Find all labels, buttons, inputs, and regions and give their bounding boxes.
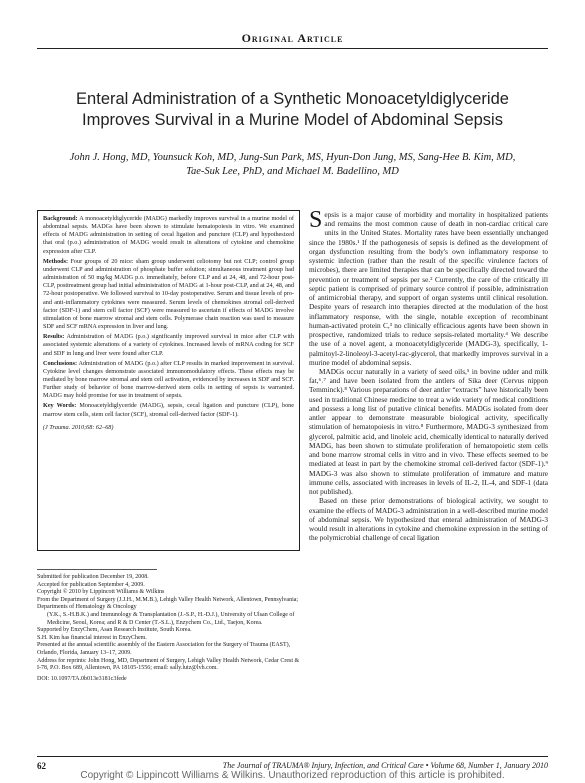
accepted-note: Accepted for publication September 4, 2009. xyxy=(37,581,145,588)
copyright-note: Copyright © 2010 by Lippincott Williams & Wilkins xyxy=(37,589,165,596)
support-note: Supported by EnzyChem, Asan Research Institute, South Korea. xyxy=(37,627,192,634)
title-line-1: Enteral Administration of a Synthetic Monoacetyldiglyceride xyxy=(76,90,509,108)
body-text-column xyxy=(309,210,548,753)
abstract-citation: (J Trauma. 2010;68: 62–68) xyxy=(43,423,114,431)
section-label: Original Article xyxy=(241,31,344,45)
reprints-address: Address for reprints: John Hong, MD, Department of Surgery, Lehigh Valley Health Network, Cedar Crest & I-78, P.O. Box 689, Allentown, PA 18105-1556; email: sally.lutz@lvh.com. xyxy=(37,657,300,672)
abstract-box xyxy=(37,210,300,551)
conclusions-text: Administration of MADG (p.o.) after CLP results in marked improvement in survival. Cytokine level changes demonstrate associated immunomodulatory effects. These effects may be mediated by bone marrow stromal and stem cell activation, evidenced by increases in SDF and SCF. Further study of behavior of bone marrow-derived stem cells in setting of sepsis is warranted. MADG may hold promise for use in treatment of sepsis. xyxy=(43,359,294,400)
drop-cap: S xyxy=(309,210,323,233)
header-divider xyxy=(37,48,548,49)
results-text: Administration of MADG (p.o.) significantly improved survival in mice after CLP with associated systemic alterations of a variety of cytokines. Increased levels of mRNA coding for SCF and SDF in lung and liver were found after CLP. xyxy=(43,333,294,357)
article-title xyxy=(40,89,545,131)
front-matter-notes xyxy=(37,574,300,683)
interest-note: S.H. Kim has financial interest in EnzyChem. xyxy=(37,634,147,641)
paragraph-1-text: epsis is a major cause of morbidity and mortality in hospitalized patients and remains the most common cause of death in non-cardiac critical care units in the United States. Mortality rates have been essentially unchanged since the 1980s.¹ If the pathogenesis of sepsis is defined as the development of organ dysfunction resulting from the body's own inflammatory response to systemic infection (rather than the result of the specific virulence factors of microbes), there are limited therapies that can be specifically directed toward the prevention or treatment of sepsis per se.² Currently, the care of the critically ill septic patient is comprised of primary source control if possible, administration of antimicrobial therapy, and support of organ systems until clinical resolution. Despite years of research into therapies directed at the modulation of the host inflammatory response, with the single, notable exception of recombinant human-activated protein C,³ no clinically efficacious agents have been shown in prospective, randomized trials to reduce sepsis-related mortality.⁴ We describe the use of a novel agent, a monoacetyldiglyceride (MADG-3), specifically, 1-palmitoyl-2-linoleoyl-3-acetyl-rac-glycerol, that markedly improves survival in a murine model of abdominal sepsis. xyxy=(309,210,548,367)
authors-line-2: Tae-Suk Lee, PhD, and Michael M. Badellino, MD xyxy=(186,166,399,177)
presented-note: Presented at the annual scientific assembly of the Eastern Association for the Surgery of Trauma (EAST), Orlando, Florida, January 13–17, 2009. xyxy=(37,642,291,656)
submitted-note: Submitted for publication December 19, 2008. xyxy=(37,574,149,580)
copyright-notice: Copyright © Lippincott Williams & Wilkins. Unauthorized reproduction of this article is prohibited. xyxy=(80,770,505,781)
title-line-2: Improves Survival in a Murine Model of Abdominal Sepsis xyxy=(82,111,503,129)
body-paragraph-3: Based on these prior demonstrations of biological activity, we sought to examine the effects of MADG-3 administration in a well-described murine model of abdominal sepsis. We hypothesized that enteral administration of MADG-3 would result in alterations in cytokine and chemokine expression in the setting of the polymicrobial challenge of cecal ligation xyxy=(309,496,548,543)
abstract-methods xyxy=(43,258,294,331)
body-paragraph-1 xyxy=(309,210,548,367)
affiliations-note-2: (Y.K., S.-H.B.K.) and Immunology & Transplantation (J.-S.P., H.-D.J.), University of Ulsan College of Medicine, Seoul, Korea; and R & D Center (T.-S.L.), Enzychem Co., Ltd., Taejon, Korea. xyxy=(47,611,295,626)
page-number: 62 xyxy=(37,761,46,771)
conclusions-label: Conclusions: xyxy=(43,359,78,367)
authors-line-1: John J. Hong, MD, Younsuck Koh, MD, Jung-Sun Park, MS, Hyun-Don Jung, MS, Sang-Hee B. Kim, MD, xyxy=(69,152,516,163)
background-label: Background: xyxy=(43,215,78,222)
body-paragraph-2: MADGs occur naturally in a variety of seed oils,⁵ in bovine udder and milk fat,⁶˒⁷ and have been isolated from the antlers of Sika deer (Cervus nippon Temminck).⁸ Various preparations of deer antler “extracts” have historically been used in traditional Chinese medicine to treat a wide variety of medical conditions and possess a long list of putative clinical benefits. MADGs isolated from deer antler appear to demonstrate measurable biological activity, specifically stimulation of hematopoiesis in vitro.⁸ Furthermore, MADG-3 synthesized from glycerol, palmitic acid, and linoleic acid, chemically identical to naturally derived MADG, has been shown to stimulate proliferation of hematopoietic stem cells and bone marrow stromal cells in vitro and in vivo. These effects seemed to be mediated at least in part by the chemokine stromal cell-derived factor (SDF-1).⁹ MADG-3 was also shown to stimulate proliferation of immature and mature immune cells, associated with increases in levels of IL-2, IL-4, and SDF-1 (data not published). xyxy=(309,366,548,497)
keywords-label: Key Words: xyxy=(43,402,77,410)
methods-text: Four groups of 20 mice: sham group underwent celiotomy but not CLP; control group underwent CLP and administration of phosphate buffer solution; simultaneous treatment group had administration of 50 mg/kg MADG p.o. immediately, before CLP and at 24, 48, and 72-hour post-CLP, posttreatment group had initial administration of MADG at 1-hour post-CLP, and at 24, 48, and 72-hour postoperative. We followed survival to 10-day postoperative. Serum and tissue levels of pro- and anti-inflammatory cytokines were measured. Serum levels of chemokines stromal cell-derived factor (SDF-1) and stem cell factor (SCF) were measured to ascertain if effects of MADG involve stimulation of bone marrow stromal and stem cells. Polymerase chain reaction was used to measure SDF and SCF mRNA expression in liver and lung. xyxy=(43,257,294,331)
background-text: A monoacetyldiglyceride (MADG) markedly improves survival in a murine model of abdominal sepsis. MADGs have been shown to stimulate hematopoiesis in vitro. We examined effects of MADG administration in setting of cecal ligation and puncture (CLP) and hypothesized that oral (p.o.) administration of MADG would result in alterations of cytokine and chemokine expression after CLP. xyxy=(43,215,294,255)
footer-divider xyxy=(37,756,548,757)
keywords-text: Monoacetyldiglyceride (MADG), sepsis, cecal ligation and puncture (CLP), bone marrow stem cells, stem cell factor (SCF), stromal cell-derived factor (SDF-1). xyxy=(43,402,295,418)
journal-citation-line: The Journal of TRAUMA® Injury, Infection, and Critical Care • Volume 68, Number 1, January 2010 xyxy=(222,761,548,770)
abstract-results xyxy=(43,333,294,357)
abstract-keywords xyxy=(43,402,294,418)
author-list xyxy=(40,151,545,179)
doi-note: DOI: 10.1097/TA.0b013e3181c3fede xyxy=(37,675,127,682)
affiliations-note-1: From the Department of Surgery (J.J.H., M.M.B.), Lehigh Valley Health Network, Allentown, Pennsylvania; Departments of Hematology & Oncology xyxy=(37,596,299,611)
abstract-background xyxy=(43,215,294,256)
notes-divider xyxy=(37,569,157,570)
results-label: Results: xyxy=(43,333,65,341)
abstract-conclusions xyxy=(43,360,294,401)
methods-label: Methods: xyxy=(43,257,69,265)
